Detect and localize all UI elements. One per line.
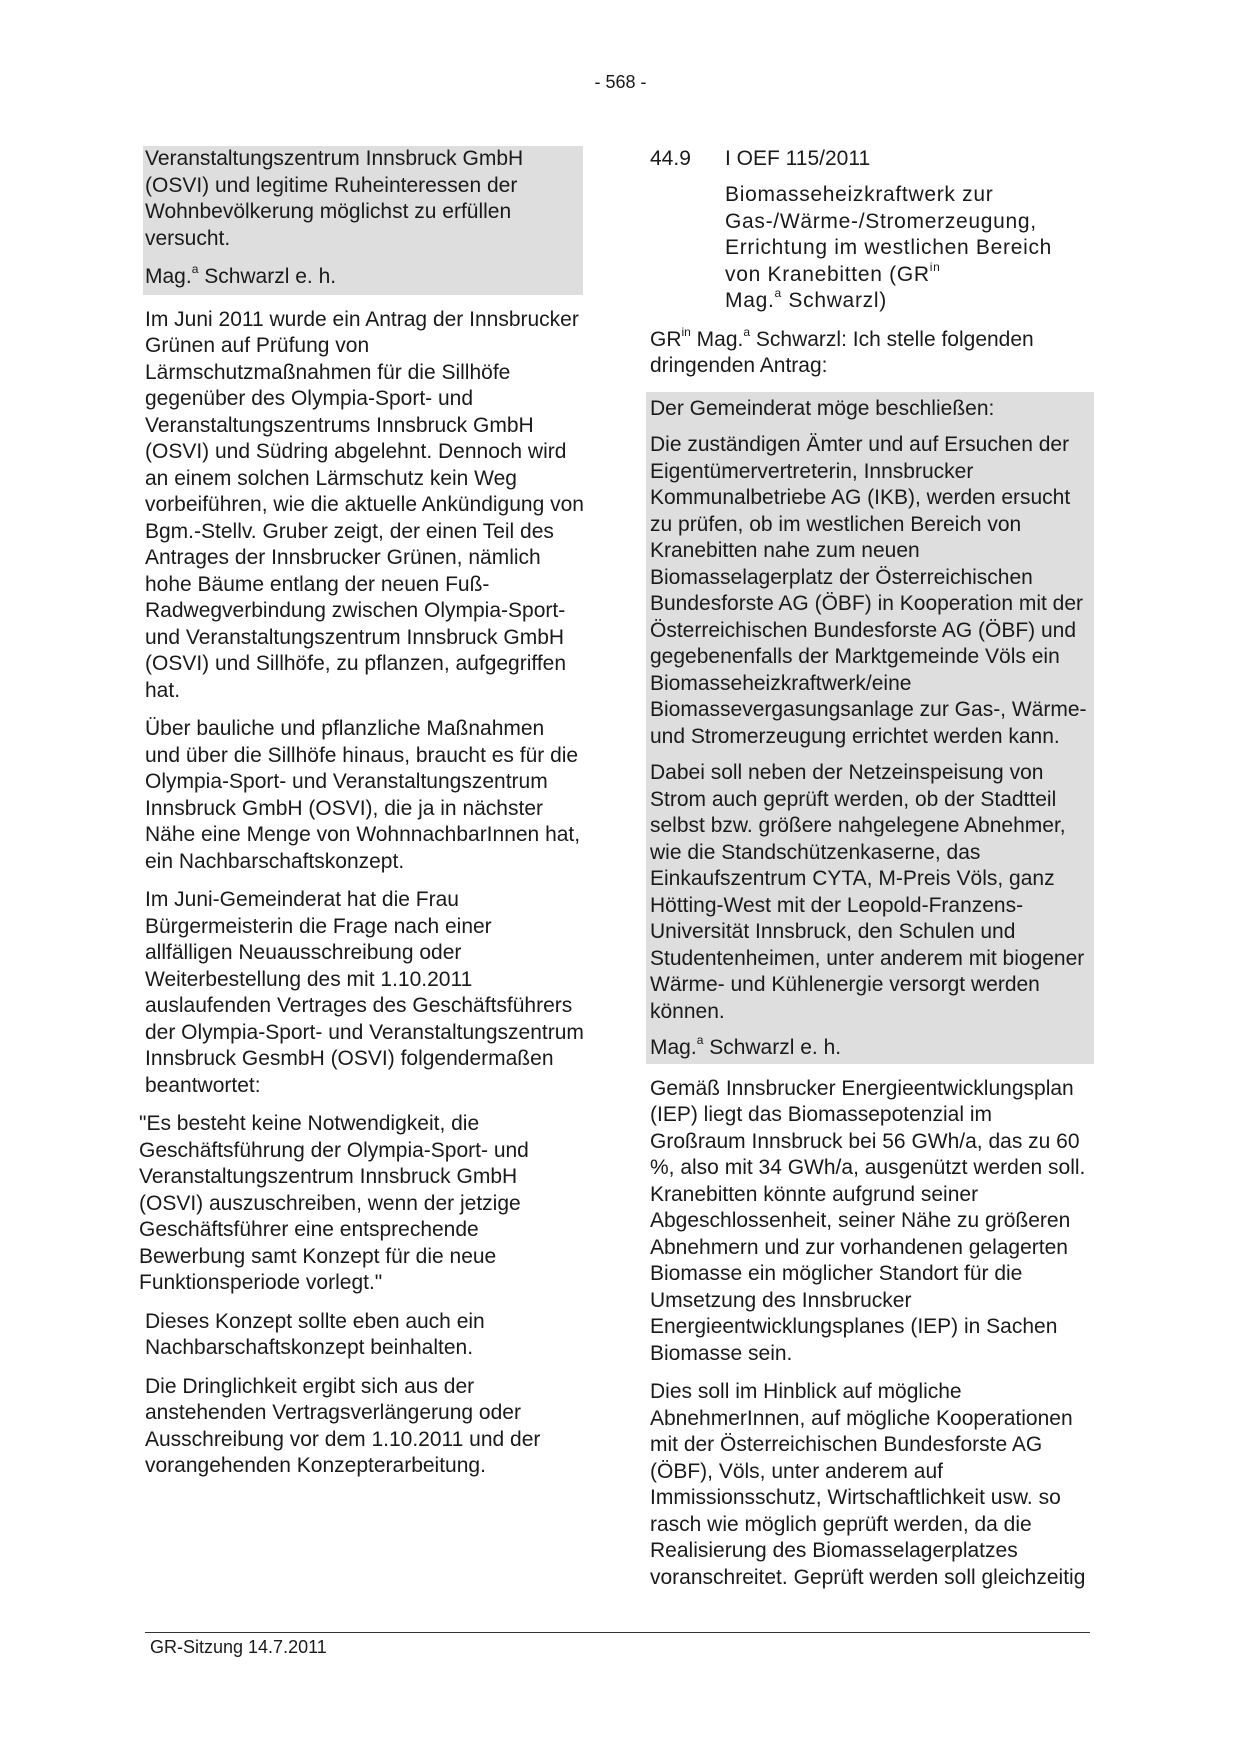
- signature-sup: a: [191, 262, 199, 276]
- paragraph: Im Juni 2011 wurde ein Antrag der Innsbrucker Grünen auf Prüfung von Lärmschutzmaßnahmen für die Sillhöfe gegenüber des Olympia-Sport- und Veranstaltungszentrums Innsbruck GmbH (OSVI) und Südring abgelehnt. Dennoch wird an einem solchen Lärmschutz kein Weg vorbeiführen, wie die aktuelle Ankündigung von Bgm.-Stellv. Gruber zeigt, der einen Teil des Antrages der Innsbrucker Grünen, nämlich hohe Bäume entlang der neuen Fuß-Radwegverbindung zwischen Olympia-Sport- und Veranstaltungszentrum Innsbruck GmbH (OSVI) und Sillhöfe, zu pflanzen, aufgegriffen hat.: [145, 307, 584, 702]
- footer-divider: [145, 1632, 1090, 1633]
- shaded-top-text: Veranstaltungszentrum Innsbruck GmbH (OSVI) und legitime Ruheinteressen der Wohnbevölkerung möglichst zu erfüllen versucht.: [145, 147, 524, 250]
- shaded-motion-end: [143, 146, 583, 295]
- signature-suffix: Schwarzl e. h.: [198, 265, 337, 288]
- intro-prefix: GR: [650, 327, 682, 351]
- motion-paragraph: Die zuständigen Ämter und auf Ersuchen der Eigentümervertreterin, Innsbrucker Kommunalbetriebe AG (IKB), werden ersucht zu prüfen, ob im westlichen Bereich von Kranebitten nahe zum neuen Biomasselagerplatz der Österreichischen Bundesforste AG (ÖBF) in Kooperation mit der Österreichischen Bundesforste AG (ÖBF) und gegebenenfalls der Marktgemeinde Völs ein Biomasseheizkraftwerk/eine Biomassevergasungsanlage zur Gas-, Wärme- und Stromerzeugung errichtet werden kann.: [650, 433, 1087, 748]
- paragraph: Im Juni-Gemeinderat hat die Frau Bürgermeisterin die Frage nach einer allfälligen Neuausschreibung oder Weiterbestellung des mit 1.10.2011 auslaufenden Vertrages des Geschäftsführers der Olympia-Sport- und Veranstaltungszentrum Innsbruck GesmbH (OSVI) folgendermaßen beantwortet:: [145, 888, 584, 1097]
- signature-prefix: Mag.: [650, 1036, 697, 1059]
- agenda-item-header: [650, 146, 1090, 172]
- item-title-sup: a: [774, 286, 782, 300]
- signature: [650, 1035, 1090, 1062]
- item-title-end: Schwarzl): [781, 289, 887, 312]
- intro-mag: Mag.: [690, 327, 744, 351]
- intro-text: Schwarzl: Ich stelle folgenden dringenden Antrag:: [650, 327, 1034, 377]
- page-number: - 568 -: [594, 72, 647, 92]
- intro-sup: a: [743, 324, 751, 339]
- item-title: [725, 182, 1090, 315]
- item-code: I OEF 115/2011: [725, 147, 871, 170]
- shaded-motion: [646, 392, 1094, 1064]
- item-number: 44.9: [650, 147, 691, 170]
- paragraph: Dies soll im Hinblick auf mögliche AbnehmerInnen, auf mögliche Kooperationen mit der Österreichischen Bundesforste AG (ÖBF), Völs, unter anderem auf Immissionsschutz, Wirtschaftlichkeit usw. so rasch wie möglich geprüft werden, da die Realisierung des Biomasselagerplatzes voranschreitet. Geprüft werden soll gleichzeitig: [650, 1380, 1086, 1589]
- signature-sup: a: [696, 1033, 704, 1047]
- paragraph: Die Dringlichkeit ergibt sich aus der anstehenden Vertragsverlängerung oder Ausschreibung vor dem 1.10.2011 und der vorangehenden Konzepterarbeitung.: [145, 1374, 541, 1477]
- motion-paragraph: Dabei soll neben der Netzeinspeisung von Strom auch geprüft werden, ob der Stadtteil selbst bzw. größere nahgelegene Abnehmer, wie die Standschützenkaserne, das Einkaufszentrum CYTA, M-Preis Völs, ganz Hötting-West mit der Leopold-Franzens-Universität Innsbruck, den Schulen und Studentenheimen, unter anderem mit biogener Wärme- und Kühlenergie versorgt werden können.: [650, 761, 1085, 1023]
- signature-prefix: Mag.: [145, 265, 192, 288]
- motion-intro: [650, 324, 1090, 380]
- item-title-sup: in: [929, 259, 941, 274]
- signature-suffix: Schwarzl e. h.: [703, 1036, 842, 1059]
- right-column: [650, 146, 1090, 1603]
- quote: "Es besteht keine Notwendigkeit, die Geschäftsführung der Olympia-Sport- und Veranstaltungszentrum Innsbruck GmbH (OSVI) auszuschreiben, wenn der jetzige Geschäftsführer eine entsprechende Bewerbung samt Konzept für die neue Funktionsperiode vorlegt.": [139, 1112, 529, 1294]
- paragraph: Dieses Konzept sollte eben auch ein Nachbarschaftskonzept beinhalten.: [145, 1309, 485, 1359]
- paragraph: Gemäß Innsbrucker Energieentwicklungsplan (IEP) liegt das Biomassepotenzial im Großraum Innsbruck bei 56 GWh/a, das zu 60 %, also mit 34 GWh/a, ausgenützt werden soll. Kranebitten könnte aufgrund seiner Abgeschlossenheit, seiner Nähe zu größeren Abnehmern und zur vorhandenen gelagerten Biomasse ein möglicher Standort für die Umsetzung des Innsbrucker Energieentwicklungsplanes (IEP) in Sachen Biomasse sein.: [650, 1076, 1086, 1365]
- signature: [145, 264, 581, 295]
- footer-session: GR-Sitzung 14.7.2011: [150, 1637, 327, 1657]
- intro-sup: in: [681, 324, 691, 339]
- motion-heading: Der Gemeinderat möge beschließen:: [650, 396, 995, 420]
- item-title-mag: Mag.: [725, 289, 775, 312]
- paragraph: Über bauliche und pflanzliche Maßnahmen und über die Sillhöfe hinaus, braucht es für die Olympia-Sport- und Veranstaltungszentrum Innsbruck GmbH (OSVI), die ja in nächster Nähe eine Menge von WohnnachbarInnen hat, ein Nachbarschaftskonzept.: [145, 717, 581, 873]
- left-column: [139, 146, 585, 1492]
- item-title-main: Biomasseheizkraftwerk zur Gas-/Wärme-/Stromerzeugung, Errichtung im westlichen Bereich von Kranebitten (GR: [725, 183, 1053, 286]
